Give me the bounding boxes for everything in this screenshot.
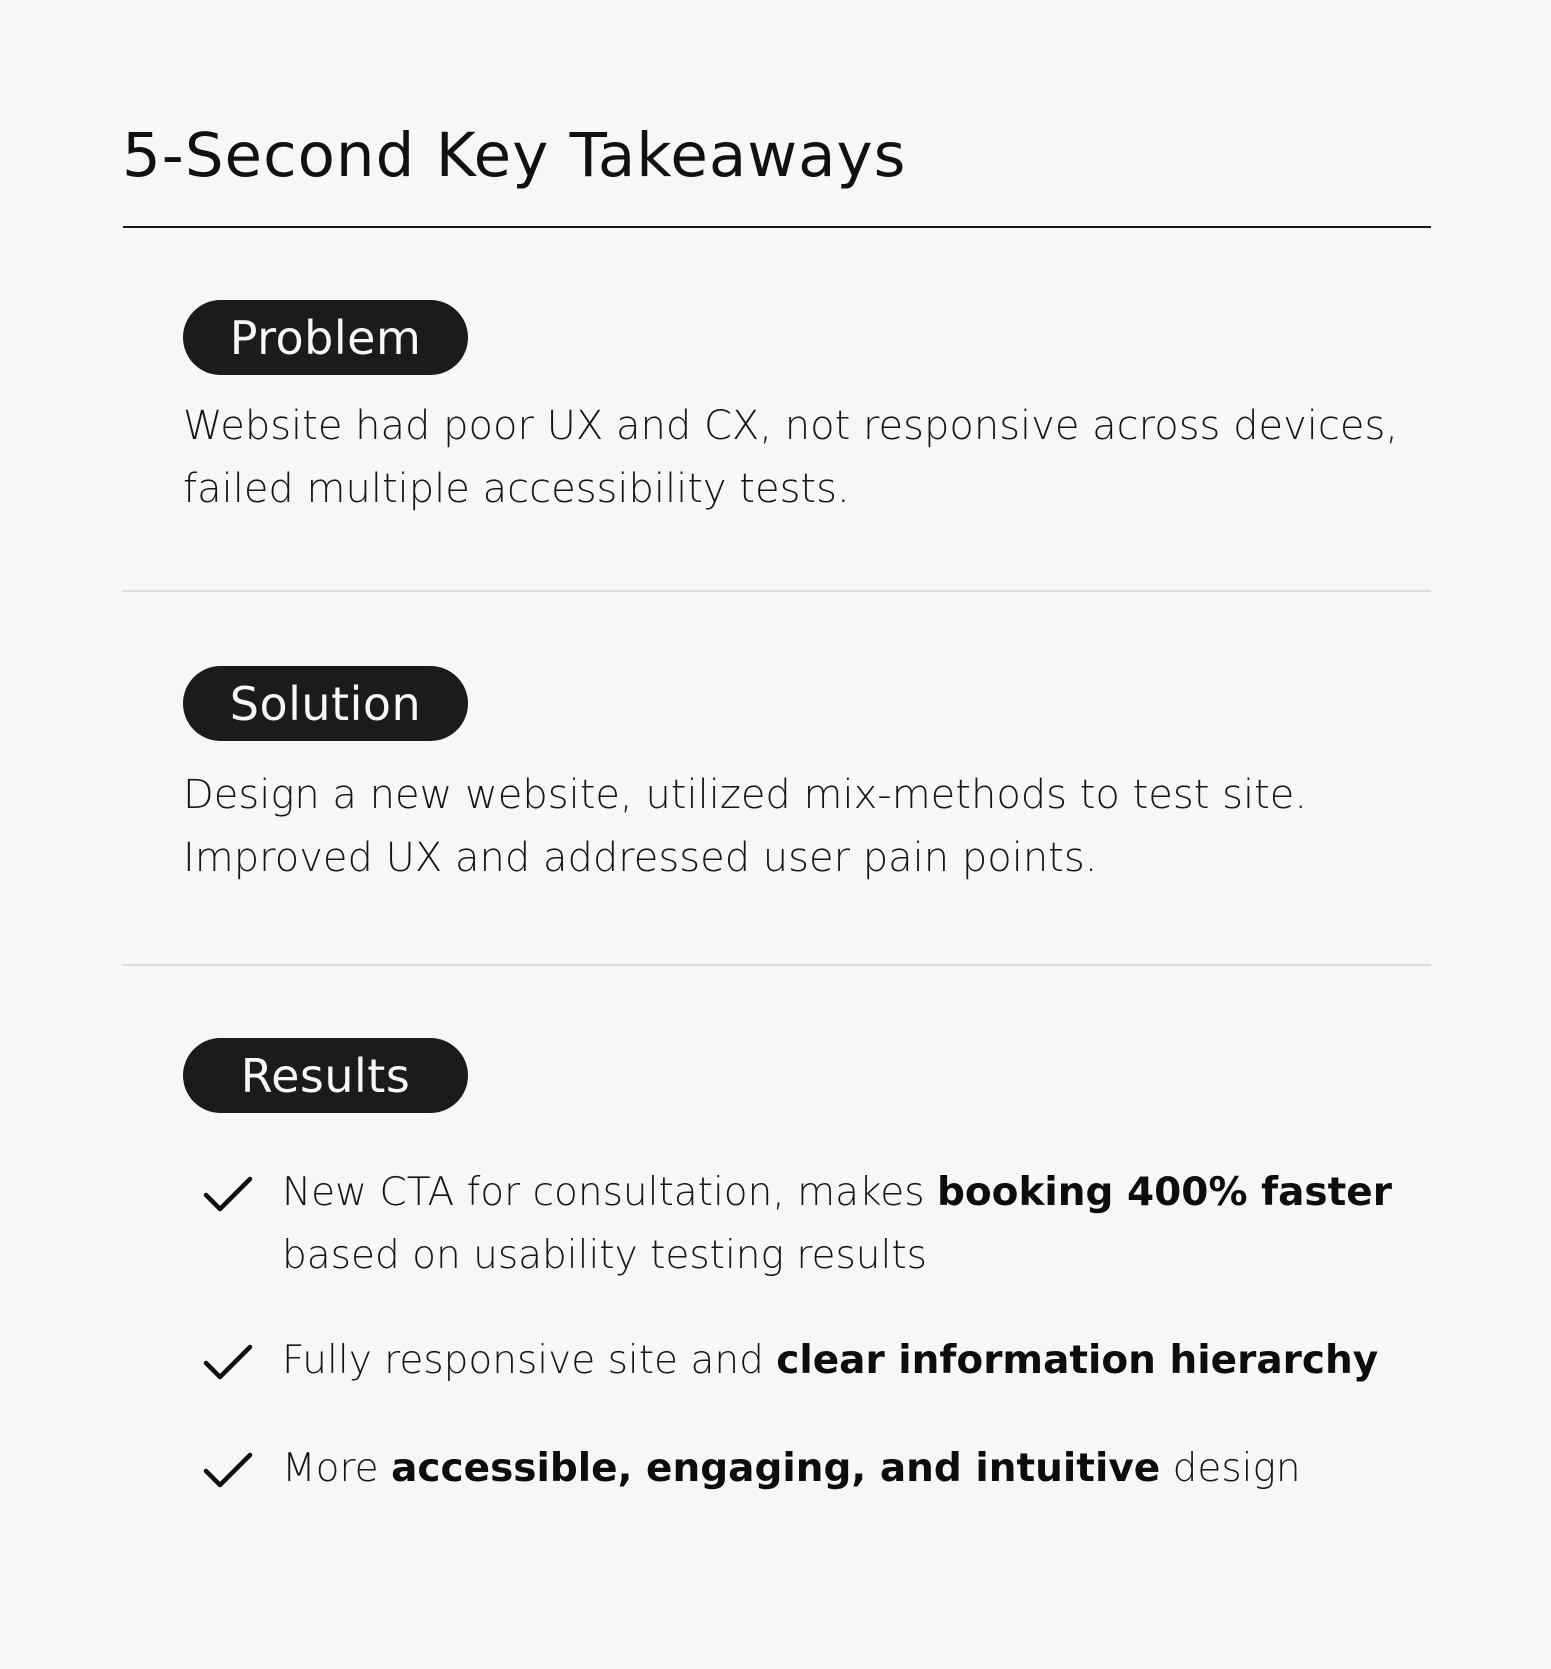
checkmark-icon	[203, 1451, 253, 1491]
section-divider	[123, 964, 1431, 966]
result-text: New CTA for consultation, makes booking 400% faster based on usability testing results	[282, 1170, 1392, 1278]
result-text: Fully responsive site and clear information hierarchy	[282, 1338, 1379, 1383]
result-highlight: clear information hierarchy	[776, 1338, 1379, 1383]
result-item	[203, 1329, 1433, 1392]
solution-badge: Solution	[183, 666, 468, 741]
title-divider	[123, 226, 1431, 228]
page-title: 5-Second Key Takeaways	[122, 120, 907, 191]
problem-text: Website had poor UX and CX, not responsive across devices, failed multiple accessibility tests.	[183, 403, 1399, 512]
results-badge: Results	[183, 1038, 468, 1113]
checkmark-icon	[203, 1343, 253, 1383]
result-highlight: booking 400% faster	[936, 1170, 1392, 1215]
result-highlight: accessible, engaging, and intuitive	[391, 1446, 1161, 1491]
result-item	[203, 1161, 1433, 1287]
section-divider	[123, 590, 1431, 592]
result-text: More accessible, engaging, and intuitive design	[282, 1446, 1301, 1491]
problem-badge: Problem	[183, 300, 468, 375]
checkmark-icon	[203, 1175, 253, 1215]
solution-text: Design a new website, utilized mix-methods to test site. Improved UX and addressed user pain points.	[183, 772, 1308, 881]
result-item	[203, 1437, 1433, 1500]
